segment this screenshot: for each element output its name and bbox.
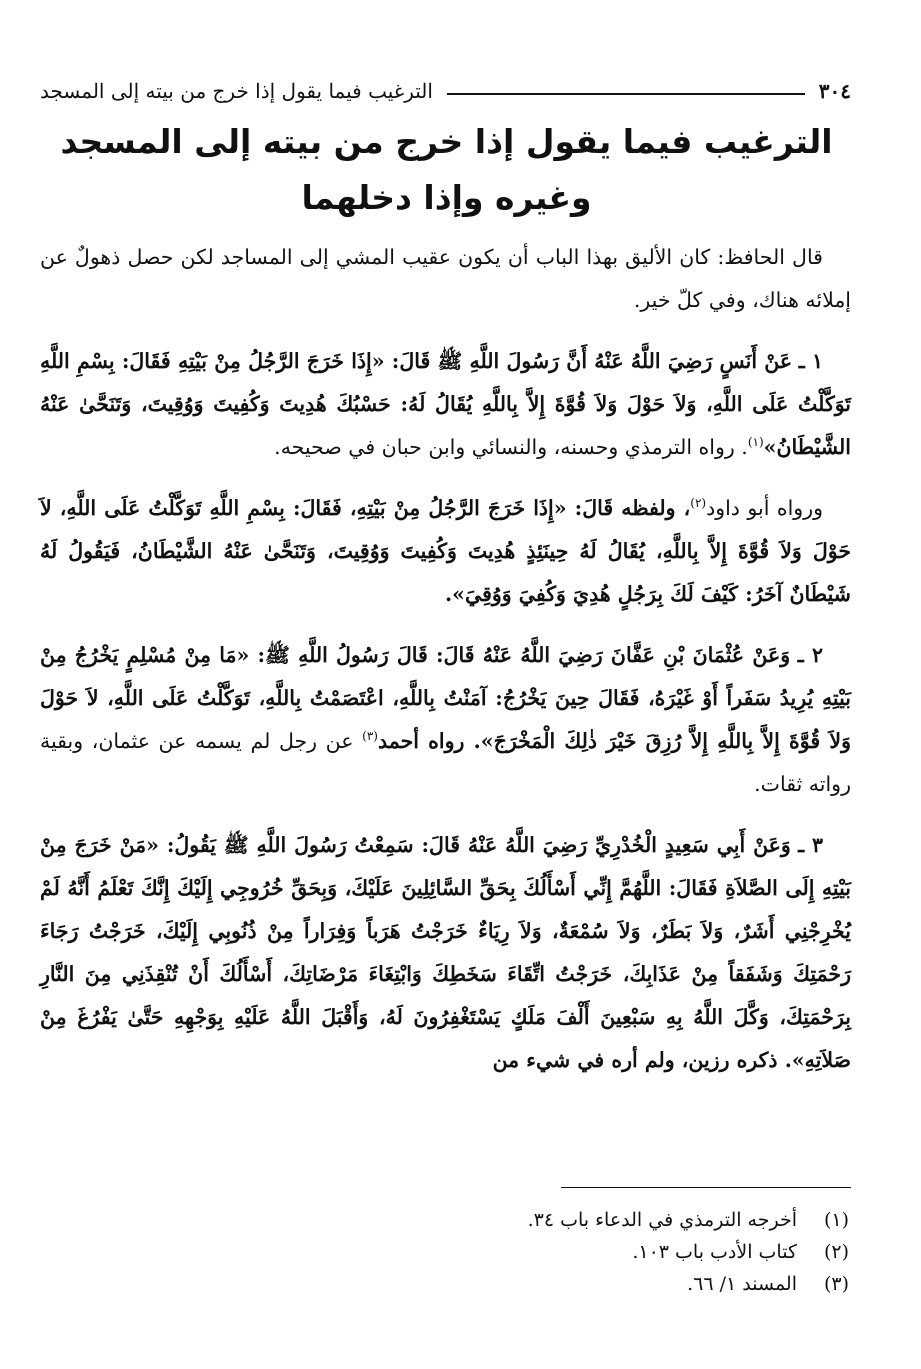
footnote-rule bbox=[561, 1187, 851, 1188]
hadith-3 bbox=[40, 824, 851, 1082]
footnote-item bbox=[200, 1268, 849, 1300]
intro-paragraph: قال الحافظ: كان الأليق بهذا الباب أن يكون عقيب المشي إلى المساجد لكن حصل ذهولٌ عن إملائه هناك، وفي كلّ خير. bbox=[40, 245, 851, 312]
hadith-2 bbox=[40, 634, 851, 806]
footnote-text: كتاب الأدب باب ١٠٣. bbox=[632, 1241, 797, 1263]
variant-text: ، ولفظه قَالَ: «إِذَا خَرَجَ الرَّجُلُ مِنْ بَيْتِهِ، فَقَالَ: بِسْمِ اللَّهِ تَوَكَّلْتُ عَلَى اللَّهِ، لاَ حَوْلَ وَلاَ قُوَّةَ إِلاَّ بِاللَّهِ، يُقَالُ لَهُ حِينَئِذٍ هُدِيتَ وَكُفِيتَ وَوُقِيتَ، وَتَنَحَّىٰ عَنْهُ الشَّيْطَانُ، فَيَقُولُ لَهُ شَيْطَانٌ آخَرُ: كَيْفَ لَكَ بِرَجُلٍ هُدِيَ وَكُفِيَ وَوُقِيَ». bbox=[40, 496, 851, 606]
hadith-text: وَعَنْ عُثْمَانَ بْنِ عَفَّانَ رَضِيَ اللَّهُ عَنْهُ قَالَ: قَالَ رَسُولُ اللَّهِ ﷺ: «مَا مِنْ مُسْلِمٍ يَخْرُجُ مِنْ بَيْتِهِ يُرِيدُ سَفَراً أَوْ غَيْرَهُ، فَقَالَ حِينَ يَخْرُجُ: آمَنْتُ بِاللَّهِ، اعْتَصَمْتُ بِاللَّهِ، تَوَكَّلْتُ عَلَى اللَّهِ، لاَ حَوْلَ وَلاَ قُوَّةَ إِلاَّ بِاللَّهِ إِلاَّ رُزِقَ خَيْرَ ذٰلِكَ الْمَخْرَجَ». رواه أحمد bbox=[40, 643, 852, 753]
hadith-text: عَنْ أَنَسٍ رَضِيَ اللَّهُ عَنْهُ أَنَّ رَسُولَ اللَّهِ ﷺ قَالَ: «إِذَا خَرَجَ الرَّجُلُ مِنْ بَيْتِهِ فَقَالَ: بِسْمِ اللَّهِ تَوَكَّلْتُ عَلَى اللَّهِ، وَلاَ حَوْلَ وَلاَ قُوَّةَ إِلاَّ بِاللَّهِ يُقَالُ لَهُ: حَسْبُكَ هُدِيتَ وَكُفِيتَ وَوُقِيتَ، وَتَنَحَّىٰ عَنْهُ الشَّيْطَانُ» bbox=[40, 349, 851, 459]
hadith-1 bbox=[40, 340, 851, 469]
hadith-commentary: . رواه الترمذي وحسنه، والنسائي وابن حبان في صحيحه. bbox=[274, 435, 748, 459]
header-rule bbox=[447, 93, 805, 95]
footnote-number: (٢) bbox=[823, 1241, 849, 1263]
chapter-title: الترغيب فيما يقول إذا خرج من بيته إلى المسجد وغيره وإذا دخلهما bbox=[60, 122, 833, 217]
hadith-1-variant bbox=[40, 487, 851, 616]
footnotes bbox=[200, 1204, 849, 1300]
footnote-ref: (١) bbox=[747, 435, 764, 450]
page-number: ٣٠٤ bbox=[818, 79, 851, 103]
footnote-item bbox=[200, 1204, 849, 1236]
footnote-text: المسند ١/ ٦٦. bbox=[687, 1273, 797, 1295]
footnote-item bbox=[200, 1236, 849, 1268]
hadith-number: ٢ ـ bbox=[797, 643, 823, 667]
footnote-ref: (٢) bbox=[690, 496, 707, 511]
variant-intro: ورواه أبو داود bbox=[706, 496, 823, 520]
footnote-ref: (٣) bbox=[362, 729, 378, 744]
hadith-number: ٣ ـ bbox=[798, 833, 823, 857]
body-text bbox=[40, 236, 851, 1100]
running-title: الترغيب فيما يقول إذا خرج من بيته إلى المسجد bbox=[40, 79, 433, 103]
hadith-text: وَعَنْ أَبِي سَعِيدٍ الْخُدْرِيِّ رَضِيَ اللَّهُ عَنْهُ قَالَ: سَمِعْتُ رَسُولَ اللَّهِ ﷺ يَقُولُ: «مَنْ خَرَجَ مِنْ بَيْتِهِ إِلَى الصَّلاَةِ فَقَالَ: اللَّهُمَّ إِنِّي أَسْأَلُكَ بِحَقِّ السَّائِلِينَ عَلَيْكَ، وَبِحَقِّ خُرُوجِي إِلَيْكَ إِنَّكَ تَعْلَمُ أَنَّهُ لَمْ يُخْرِجْنِي أَشَرٌ، وَلاَ بَطَرٌ، وَلاَ سُمْعَةٌ، وَلاَ رِيَاءٌ خَرَجْتُ هَرَباً وَفِرَاراً مِنْ ذُنُوبِي إِلَيْكَ، خَرَجْتُ رَجَاءَ رَحْمَتِكَ وَشَفَقاً مِنْ عَذَابِكَ، خَرَجْتُ اتِّقَاءَ سَخَطِكَ وَابْتِغَاءَ مَرْضَاتِكَ، أَسْأَلُكَ أَنْ تُنْقِذَنِي مِنَ النَّارِ بِرَحْمَتِكَ، وَكَّلَ اللَّهُ بِهِ سَبْعِينَ أَلْفَ مَلَكٍ يَسْتَغْفِرُونَ لَهُ، وَأَقْبَلَ اللَّهُ عَلَيْهِ بِوَجْهِهِ حَتَّىٰ يَفْرُغَ مِنْ صَلاَتِهِ». ذكره رزين، ولم أره في شيء من bbox=[40, 833, 851, 1072]
running-header bbox=[40, 74, 851, 108]
hadith-commentary: عن رجل لم يسمه عن عثمان، وبقية رواته ثقات. bbox=[40, 729, 851, 796]
footnote-number: (٣) bbox=[823, 1273, 849, 1295]
hadith-number: ١ ـ bbox=[798, 349, 823, 373]
footnote-text: أخرجه الترمذي في الدعاء باب ٣٤. bbox=[527, 1209, 797, 1231]
footnote-number: (١) bbox=[823, 1209, 849, 1231]
